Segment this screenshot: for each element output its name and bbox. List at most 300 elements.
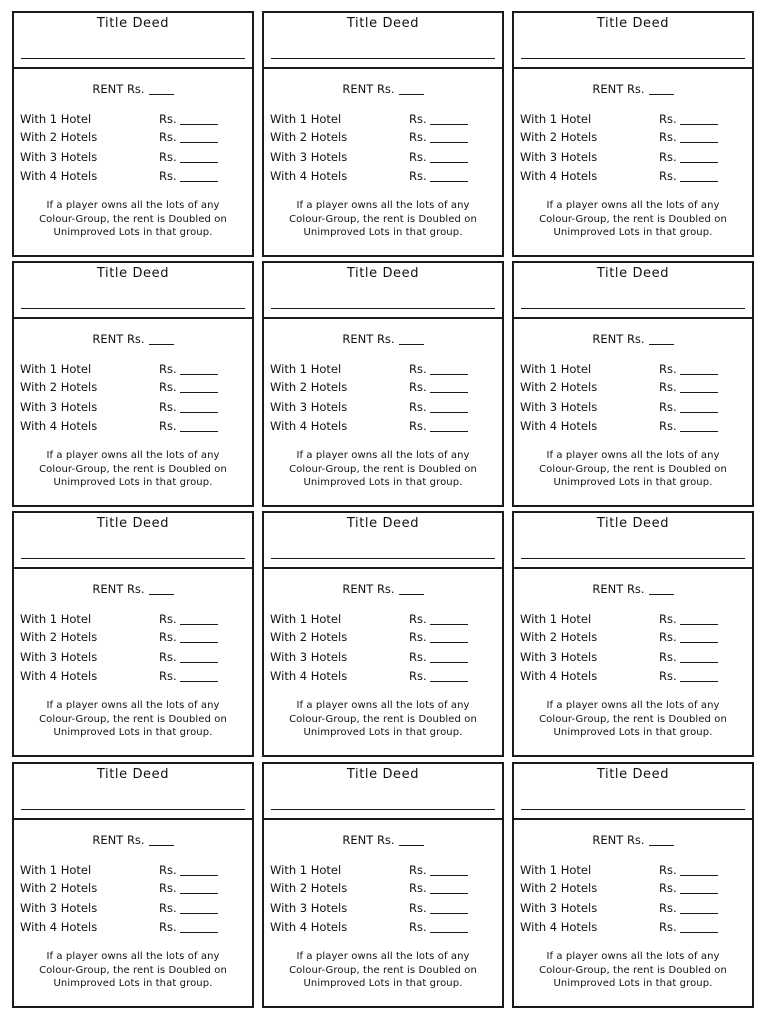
- rent-row: [264, 82, 502, 96]
- hotel-rent-blank[interactable]: [680, 124, 718, 125]
- rs-label: Rs.: [409, 650, 427, 664]
- hotel-rent-field: [409, 150, 468, 164]
- rs-label: Rs.: [659, 630, 677, 644]
- hotel-label: With 1 Hotel: [270, 863, 342, 877]
- hotel-rent-field: [409, 650, 468, 664]
- rent-row: [14, 332, 252, 346]
- hotel-rent-blank[interactable]: [430, 124, 468, 125]
- rule-text: [264, 950, 502, 991]
- hotel-row: [520, 669, 745, 685]
- hotel-rent-blank[interactable]: [430, 681, 468, 682]
- property-name-line[interactable]: [521, 558, 745, 559]
- rs-label: Rs.: [159, 112, 177, 126]
- rule-line: Colour-Group, the rent is Doubled on: [289, 463, 477, 475]
- property-name-line[interactable]: [271, 809, 495, 810]
- title-deed-card: [512, 511, 754, 757]
- rent-label: RENT Rs.: [92, 332, 145, 346]
- hotel-rent-blank[interactable]: [680, 162, 718, 163]
- hotel-label: With 4 Hotels: [20, 419, 98, 433]
- hotel-rent-blank[interactable]: [430, 181, 468, 182]
- hotel-row: [270, 150, 495, 166]
- rule-line: Unimproved Lots in that group.: [53, 727, 213, 738]
- hotel-row: [270, 920, 495, 936]
- hotel-rent-field: [659, 669, 718, 683]
- title-deed-card: [262, 511, 504, 757]
- hotel-rent-blank[interactable]: [680, 642, 718, 643]
- hotel-row: [520, 881, 745, 897]
- hotel-row: [270, 863, 495, 879]
- hotel-rent-field: [159, 920, 218, 934]
- hotel-label: With 1 Hotel: [20, 362, 92, 376]
- hotel-label: With 3 Hotels: [520, 650, 598, 664]
- property-name-line[interactable]: [21, 809, 245, 810]
- rule-line: Unimproved Lots in that group.: [53, 227, 213, 238]
- title-deed-card: [12, 261, 254, 507]
- property-name-line[interactable]: [271, 558, 495, 559]
- hotel-rent-field: [159, 169, 218, 183]
- rent-label: RENT Rs.: [592, 332, 645, 346]
- hotel-rent-field: [409, 612, 468, 626]
- hotel-rent-blank[interactable]: [180, 412, 218, 413]
- card-header: [514, 513, 752, 569]
- hotel-rent-blank[interactable]: [430, 893, 468, 894]
- property-name-line[interactable]: [521, 809, 745, 810]
- hotel-rent-field: [159, 630, 218, 644]
- card-header: [264, 513, 502, 569]
- card-header: [14, 764, 252, 820]
- hotel-row: [520, 362, 745, 378]
- rent-label: RENT Rs.: [592, 833, 645, 847]
- hotel-rent-blank[interactable]: [430, 913, 468, 914]
- hotel-rent-blank[interactable]: [680, 392, 718, 393]
- hotel-rent-field: [659, 612, 718, 626]
- hotel-rent-blank[interactable]: [680, 374, 718, 375]
- rs-label: Rs.: [409, 881, 427, 895]
- rule-line: Unimproved Lots in that group.: [53, 477, 213, 488]
- rent-value-blank[interactable]: [399, 94, 424, 95]
- hotel-rent-field: [409, 112, 468, 126]
- hotel-label: With 2 Hotels: [520, 130, 598, 144]
- rs-label: Rs.: [159, 863, 177, 877]
- rule-line: If a player owns all the lots of any: [546, 700, 720, 711]
- hotel-rent-blank[interactable]: [680, 431, 718, 432]
- hotel-label: With 2 Hotels: [520, 380, 598, 394]
- rent-value-blank[interactable]: [149, 94, 174, 95]
- hotel-rent-blank[interactable]: [680, 142, 718, 143]
- hotel-rent-field: [409, 362, 468, 376]
- title-deed-card: [12, 511, 254, 757]
- hotel-label: With 3 Hotels: [520, 150, 598, 164]
- hotel-row: [20, 863, 245, 879]
- hotel-rent-blank[interactable]: [180, 124, 218, 125]
- hotel-label: With 1 Hotel: [520, 863, 592, 877]
- rs-label: Rs.: [659, 130, 677, 144]
- rule-line: Colour-Group, the rent is Doubled on: [39, 463, 227, 475]
- hotel-row: [520, 150, 745, 166]
- rule-line: If a player owns all the lots of any: [46, 200, 220, 211]
- card-title: Title Deed: [346, 516, 420, 531]
- hotel-rent-blank[interactable]: [180, 662, 218, 663]
- hotel-label: With 4 Hotels: [270, 419, 348, 433]
- rent-label: RENT Rs.: [592, 582, 645, 596]
- hotel-row: [270, 169, 495, 185]
- hotel-row: [520, 650, 745, 666]
- rule-line: Unimproved Lots in that group.: [553, 227, 713, 238]
- rule-line: Colour-Group, the rent is Doubled on: [39, 964, 227, 976]
- rent-value-blank[interactable]: [649, 594, 674, 595]
- card-header: [264, 263, 502, 319]
- rent-value-blank[interactable]: [149, 845, 174, 846]
- hotel-row: [20, 650, 245, 666]
- card-title: Title Deed: [596, 16, 670, 31]
- rs-label: Rs.: [659, 863, 677, 877]
- hotel-rent-blank[interactable]: [180, 392, 218, 393]
- hotel-rent-blank[interactable]: [430, 374, 468, 375]
- hotel-rent-field: [409, 400, 468, 414]
- hotel-rent-field: [659, 650, 718, 664]
- rent-row: [514, 582, 752, 596]
- hotel-label: With 3 Hotels: [270, 400, 348, 414]
- hotel-label: With 3 Hotels: [270, 901, 348, 915]
- hotel-rent-field: [159, 650, 218, 664]
- rent-label: RENT Rs.: [342, 833, 395, 847]
- hotel-row: [270, 881, 495, 897]
- hotel-rent-blank[interactable]: [430, 624, 468, 625]
- rule-line: If a player owns all the lots of any: [546, 200, 720, 211]
- property-name-line[interactable]: [521, 58, 745, 59]
- card-header: [514, 764, 752, 820]
- hotel-rent-field: [159, 112, 218, 126]
- hotel-row: [20, 112, 245, 128]
- hotel-rent-blank[interactable]: [180, 162, 218, 163]
- hotel-rent-blank[interactable]: [180, 893, 218, 894]
- hotel-row: [20, 630, 245, 646]
- hotel-rent-field: [159, 130, 218, 144]
- title-deed-card: [12, 11, 254, 257]
- hotel-label: With 1 Hotel: [520, 362, 592, 376]
- rs-label: Rs.: [409, 112, 427, 126]
- rule-line: Unimproved Lots in that group.: [553, 727, 713, 738]
- hotel-row: [520, 380, 745, 396]
- hotel-label: With 4 Hotels: [520, 419, 598, 433]
- rule-line: If a player owns all the lots of any: [296, 450, 470, 461]
- hotel-rent-field: [659, 863, 718, 877]
- hotel-label: With 1 Hotel: [20, 612, 92, 626]
- hotel-rent-field: [659, 130, 718, 144]
- card-header: [14, 13, 252, 69]
- rule-line: If a player owns all the lots of any: [546, 951, 720, 962]
- hotel-row: [270, 901, 495, 917]
- hotel-label: With 3 Hotels: [20, 650, 98, 664]
- rs-label: Rs.: [409, 380, 427, 394]
- hotel-rent-blank[interactable]: [180, 181, 218, 182]
- hotel-rent-blank[interactable]: [180, 913, 218, 914]
- hotel-rent-field: [659, 112, 718, 126]
- rent-row: [14, 833, 252, 847]
- card-header: [514, 13, 752, 69]
- rule-line: If a player owns all the lots of any: [546, 450, 720, 461]
- hotel-row: [520, 400, 745, 416]
- hotel-rent-field: [659, 630, 718, 644]
- hotel-rent-field: [409, 130, 468, 144]
- title-deed-card: [262, 11, 504, 257]
- property-name-line[interactable]: [521, 308, 745, 309]
- hotel-label: With 3 Hotels: [520, 400, 598, 414]
- rs-label: Rs.: [409, 901, 427, 915]
- rent-row: [14, 582, 252, 596]
- rs-label: Rs.: [159, 362, 177, 376]
- hotel-rent-blank[interactable]: [680, 412, 718, 413]
- rule-line: Colour-Group, the rent is Doubled on: [39, 213, 227, 225]
- rent-row: [264, 332, 502, 346]
- hotel-row: [270, 612, 495, 628]
- hotel-rent-blank[interactable]: [680, 181, 718, 182]
- title-deed-card: [262, 261, 504, 507]
- hotel-rent-blank[interactable]: [680, 932, 718, 933]
- hotel-rent-field: [409, 863, 468, 877]
- property-name-line[interactable]: [21, 58, 245, 59]
- rule-line: If a player owns all the lots of any: [296, 951, 470, 962]
- hotel-rent-field: [159, 863, 218, 877]
- rent-row: [514, 332, 752, 346]
- rent-label: RENT Rs.: [92, 833, 145, 847]
- hotel-row: [520, 863, 745, 879]
- hotel-row: [20, 419, 245, 435]
- hotel-row: [270, 630, 495, 646]
- hotel-row: [270, 380, 495, 396]
- rule-line: If a player owns all the lots of any: [46, 700, 220, 711]
- card-header: [514, 263, 752, 319]
- hotel-rent-blank[interactable]: [680, 681, 718, 682]
- rent-row: [264, 582, 502, 596]
- hotel-rent-blank[interactable]: [180, 142, 218, 143]
- rs-label: Rs.: [409, 362, 427, 376]
- card-header: [264, 764, 502, 820]
- hotel-label: With 4 Hotels: [520, 920, 598, 934]
- hotel-label: With 1 Hotel: [20, 863, 92, 877]
- hotel-rent-field: [159, 380, 218, 394]
- title-deed-card: [512, 11, 754, 257]
- rent-label: RENT Rs.: [92, 82, 145, 96]
- hotel-rent-blank[interactable]: [680, 662, 718, 663]
- rent-value-blank[interactable]: [649, 344, 674, 345]
- rule-line: Colour-Group, the rent is Doubled on: [539, 213, 727, 225]
- hotel-rent-field: [159, 400, 218, 414]
- property-name-line[interactable]: [21, 308, 245, 309]
- hotel-rent-blank[interactable]: [430, 662, 468, 663]
- rule-text: [514, 449, 752, 490]
- hotel-label: With 3 Hotels: [270, 650, 348, 664]
- hotel-row: [20, 612, 245, 628]
- rule-line: Colour-Group, the rent is Doubled on: [539, 713, 727, 725]
- card-title: Title Deed: [96, 516, 170, 531]
- hotel-rent-blank[interactable]: [180, 624, 218, 625]
- rs-label: Rs.: [659, 419, 677, 433]
- hotel-row: [20, 169, 245, 185]
- hotel-label: With 3 Hotels: [20, 400, 98, 414]
- rs-label: Rs.: [659, 169, 677, 183]
- hotel-rent-field: [159, 901, 218, 915]
- rule-line: Unimproved Lots in that group.: [303, 727, 463, 738]
- hotel-rent-blank[interactable]: [180, 681, 218, 682]
- card-header: [14, 513, 252, 569]
- hotel-rent-field: [159, 612, 218, 626]
- card-title: Title Deed: [596, 516, 670, 531]
- hotel-label: With 3 Hotels: [20, 901, 98, 915]
- rent-value-blank[interactable]: [399, 344, 424, 345]
- rs-label: Rs.: [409, 419, 427, 433]
- hotel-rent-blank[interactable]: [680, 893, 718, 894]
- hotel-row: [520, 169, 745, 185]
- hotel-row: [520, 419, 745, 435]
- rs-label: Rs.: [409, 150, 427, 164]
- rent-value-blank[interactable]: [149, 344, 174, 345]
- rs-label: Rs.: [659, 380, 677, 394]
- hotel-row: [520, 612, 745, 628]
- rs-label: Rs.: [159, 901, 177, 915]
- card-title: Title Deed: [96, 266, 170, 281]
- hotel-rent-blank[interactable]: [430, 932, 468, 933]
- hotel-row: [20, 901, 245, 917]
- hotel-label: With 2 Hotels: [20, 630, 98, 644]
- rs-label: Rs.: [159, 130, 177, 144]
- hotel-rent-field: [409, 669, 468, 683]
- hotel-rent-blank[interactable]: [430, 412, 468, 413]
- hotel-rent-field: [409, 419, 468, 433]
- hotel-rent-blank[interactable]: [180, 431, 218, 432]
- rs-label: Rs.: [659, 400, 677, 414]
- hotel-label: With 2 Hotels: [270, 380, 348, 394]
- rs-label: Rs.: [159, 169, 177, 183]
- rent-value-blank[interactable]: [399, 845, 424, 846]
- hotel-rent-blank[interactable]: [430, 642, 468, 643]
- title-deed-card: [262, 762, 504, 1008]
- rs-label: Rs.: [159, 650, 177, 664]
- rs-label: Rs.: [159, 380, 177, 394]
- hotel-label: With 4 Hotels: [520, 669, 598, 683]
- rs-label: Rs.: [409, 169, 427, 183]
- rs-label: Rs.: [159, 920, 177, 934]
- rs-label: Rs.: [409, 863, 427, 877]
- hotel-rent-blank[interactable]: [180, 875, 218, 876]
- rent-value-blank[interactable]: [149, 594, 174, 595]
- hotel-rent-blank[interactable]: [680, 913, 718, 914]
- hotel-rent-blank[interactable]: [680, 624, 718, 625]
- hotel-label: With 2 Hotels: [270, 881, 348, 895]
- hotel-rent-blank[interactable]: [430, 431, 468, 432]
- hotel-label: With 4 Hotels: [270, 920, 348, 934]
- hotel-row: [270, 130, 495, 146]
- rs-label: Rs.: [409, 130, 427, 144]
- hotel-row: [270, 650, 495, 666]
- rs-label: Rs.: [159, 419, 177, 433]
- rent-row: [514, 82, 752, 96]
- rule-line: Colour-Group, the rent is Doubled on: [539, 964, 727, 976]
- hotel-label: With 4 Hotels: [270, 169, 348, 183]
- card-title: Title Deed: [346, 266, 420, 281]
- card-header: [264, 13, 502, 69]
- rule-text: [514, 199, 752, 240]
- title-deed-card: [12, 762, 254, 1008]
- rule-line: Colour-Group, the rent is Doubled on: [39, 713, 227, 725]
- hotel-rent-blank[interactable]: [180, 374, 218, 375]
- rs-label: Rs.: [409, 400, 427, 414]
- rs-label: Rs.: [409, 669, 427, 683]
- property-name-line[interactable]: [271, 308, 495, 309]
- hotel-rent-field: [409, 901, 468, 915]
- rule-text: [14, 449, 252, 490]
- rule-text: [264, 449, 502, 490]
- hotel-rent-field: [659, 169, 718, 183]
- hotel-rent-field: [659, 150, 718, 164]
- hotel-label: With 4 Hotels: [20, 169, 98, 183]
- rule-line: Colour-Group, the rent is Doubled on: [289, 713, 477, 725]
- hotel-label: With 1 Hotel: [520, 612, 592, 626]
- rule-line: If a player owns all the lots of any: [46, 450, 220, 461]
- hotel-label: With 4 Hotels: [520, 169, 598, 183]
- rule-text: [14, 199, 252, 240]
- hotel-rent-field: [659, 419, 718, 433]
- hotel-row: [20, 669, 245, 685]
- card-title: Title Deed: [596, 767, 670, 782]
- rent-label: RENT Rs.: [92, 582, 145, 596]
- rent-label: RENT Rs.: [342, 332, 395, 346]
- rule-line: Colour-Group, the rent is Doubled on: [289, 964, 477, 976]
- hotel-label: With 4 Hotels: [20, 920, 98, 934]
- rule-line: Unimproved Lots in that group.: [553, 978, 713, 989]
- rent-row: [14, 82, 252, 96]
- rs-label: Rs.: [159, 400, 177, 414]
- hotel-rent-field: [159, 669, 218, 683]
- rent-value-blank[interactable]: [649, 94, 674, 95]
- hotel-label: With 1 Hotel: [20, 112, 92, 126]
- hotel-row: [520, 630, 745, 646]
- hotel-row: [20, 150, 245, 166]
- hotel-rent-blank[interactable]: [430, 142, 468, 143]
- card-title: Title Deed: [346, 16, 420, 31]
- hotel-row: [20, 400, 245, 416]
- rule-line: Unimproved Lots in that group.: [303, 227, 463, 238]
- rent-label: RENT Rs.: [342, 582, 395, 596]
- rent-value-blank[interactable]: [649, 845, 674, 846]
- hotel-rent-blank[interactable]: [430, 875, 468, 876]
- hotel-rent-blank[interactable]: [430, 392, 468, 393]
- rs-label: Rs.: [409, 612, 427, 626]
- hotel-rent-field: [659, 881, 718, 895]
- hotel-label: With 2 Hotels: [520, 881, 598, 895]
- property-name-line[interactable]: [21, 558, 245, 559]
- rs-label: Rs.: [659, 612, 677, 626]
- hotel-rent-blank[interactable]: [430, 162, 468, 163]
- hotel-rent-blank[interactable]: [180, 642, 218, 643]
- hotel-label: With 2 Hotels: [20, 130, 98, 144]
- hotel-row: [20, 920, 245, 936]
- hotel-rent-field: [659, 901, 718, 915]
- rule-line: Unimproved Lots in that group.: [303, 978, 463, 989]
- rs-label: Rs.: [659, 362, 677, 376]
- hotel-label: With 4 Hotels: [20, 669, 98, 683]
- rent-value-blank[interactable]: [399, 594, 424, 595]
- hotel-row: [270, 362, 495, 378]
- hotel-row: [520, 112, 745, 128]
- hotel-row: [270, 669, 495, 685]
- hotel-rent-blank[interactable]: [180, 932, 218, 933]
- hotel-row: [20, 362, 245, 378]
- card-title: Title Deed: [96, 16, 170, 31]
- property-name-line[interactable]: [271, 58, 495, 59]
- title-deed-card: [512, 261, 754, 507]
- hotel-rent-blank[interactable]: [680, 875, 718, 876]
